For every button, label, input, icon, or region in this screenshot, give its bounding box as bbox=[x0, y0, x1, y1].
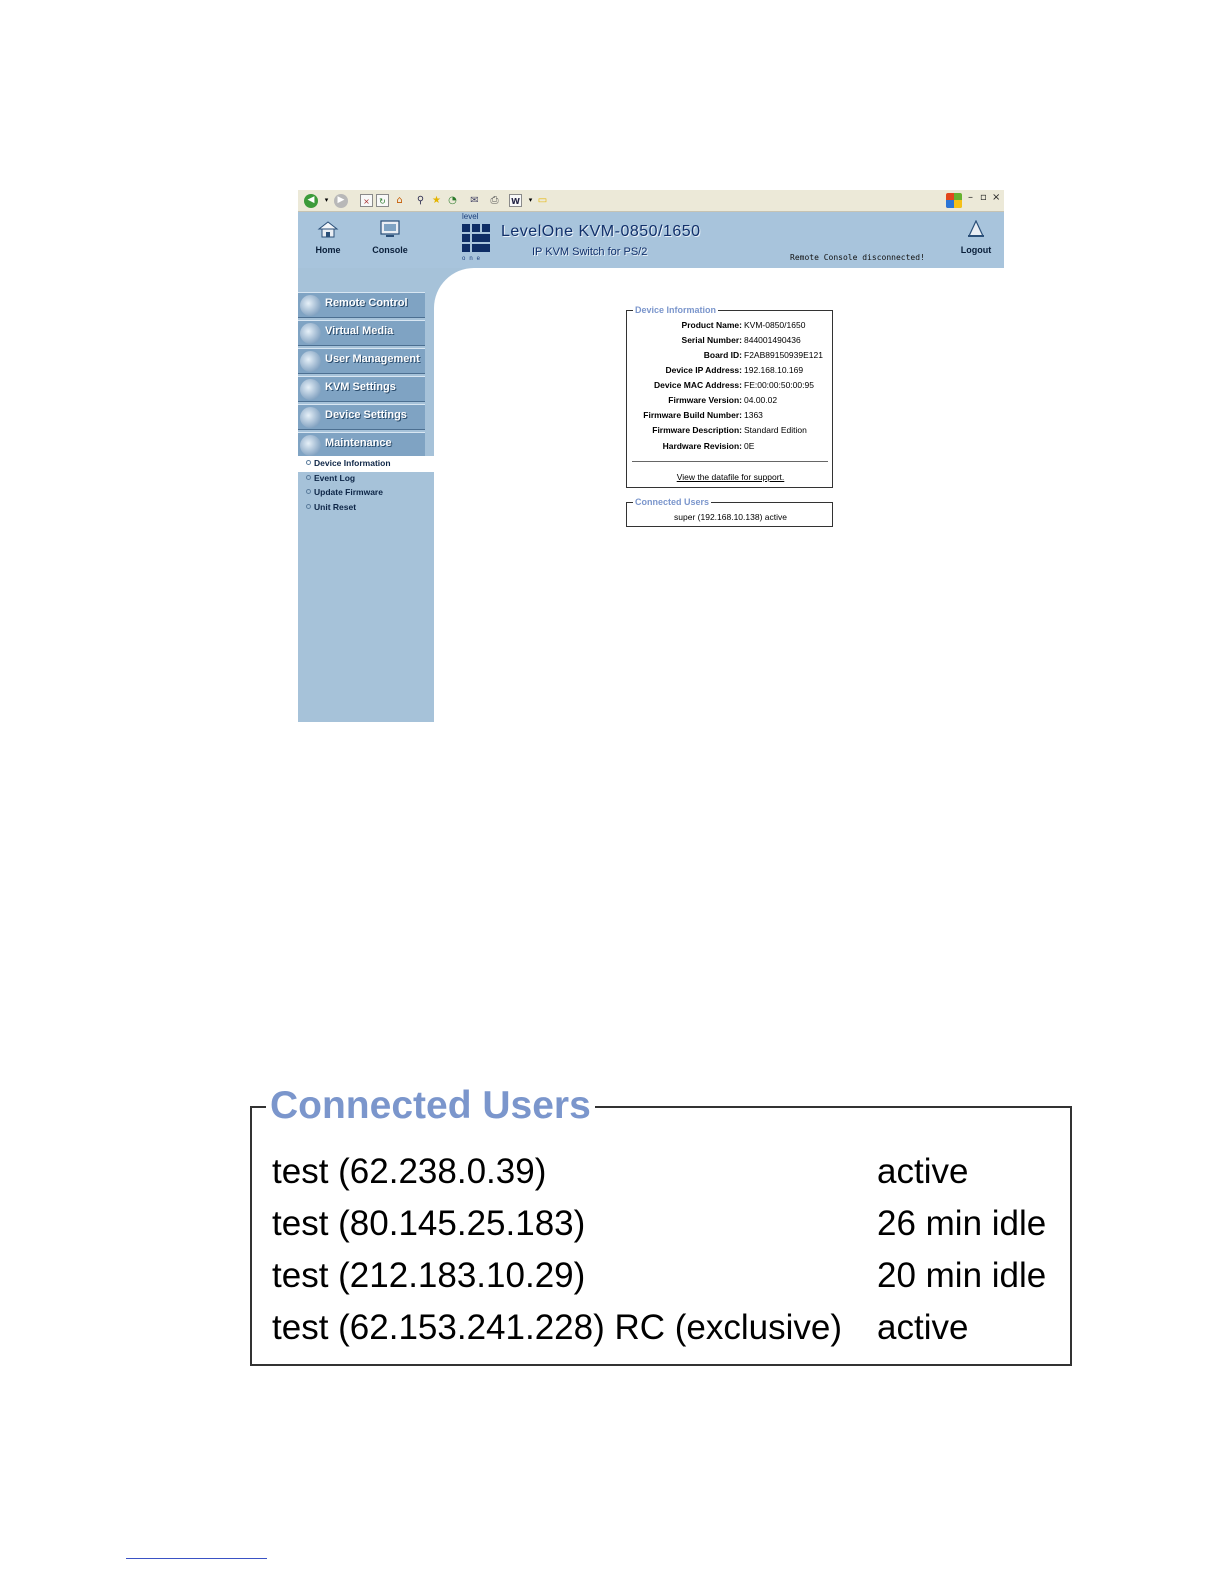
submenu-label: Device Information bbox=[314, 458, 391, 468]
menu-item-user-management[interactable] bbox=[298, 348, 425, 374]
console-icon bbox=[379, 220, 401, 238]
close-icon[interactable]: × bbox=[992, 192, 1001, 203]
connected-user-row: super (192.168.10.138) active bbox=[674, 512, 787, 522]
info-value: 04.00.02 bbox=[744, 395, 778, 405]
connected-user: test (80.145.25.183) bbox=[272, 1204, 586, 1243]
minimize-icon[interactable]: – bbox=[968, 192, 973, 203]
connected-user-status: 26 min idle bbox=[877, 1204, 1047, 1243]
connected-users-zoom-legend: Connected Users bbox=[266, 1082, 595, 1130]
back-icon[interactable]: ◀ bbox=[304, 194, 318, 208]
connected-users-zoom-box bbox=[250, 1084, 1072, 1366]
info-value: 0E bbox=[744, 441, 755, 451]
connected-users-legend: Connected Users bbox=[635, 497, 710, 507]
connected-users-box bbox=[626, 497, 833, 527]
brand-subtitle: IP KVM Switch for PS/2 bbox=[532, 246, 648, 258]
menu-item-device-settings[interactable] bbox=[298, 404, 425, 430]
submenu-label: Update Firmware bbox=[314, 487, 383, 497]
info-value: Standard Edition bbox=[744, 425, 807, 435]
windows-logo-icon bbox=[946, 193, 962, 208]
home-button[interactable] bbox=[300, 216, 356, 264]
info-key: Firmware Version: bbox=[668, 395, 742, 405]
bullet-icon bbox=[306, 489, 311, 494]
home-browser-icon[interactable]: ⌂ bbox=[396, 195, 403, 206]
info-row bbox=[627, 335, 834, 349]
bullet-icon bbox=[306, 475, 311, 480]
info-value: F2AB89150939E121 bbox=[744, 350, 823, 360]
submenu-update-firmware[interactable] bbox=[306, 487, 383, 500]
connected-user-row bbox=[272, 1148, 1062, 1196]
home-label: Home bbox=[315, 245, 341, 255]
submenu-unit-reset[interactable] bbox=[306, 502, 356, 515]
info-row bbox=[627, 425, 834, 439]
menu-item-label: User Management bbox=[325, 353, 420, 365]
back-dropdown-icon[interactable]: ▾ bbox=[324, 196, 329, 204]
info-row bbox=[627, 441, 834, 455]
edit-icon[interactable]: W bbox=[509, 194, 522, 207]
connected-user-row bbox=[272, 1200, 1062, 1248]
device-information-box bbox=[626, 305, 833, 488]
connected-user: test (62.238.0.39) bbox=[272, 1152, 547, 1191]
menu-item-label: Device Settings bbox=[325, 409, 407, 421]
submenu-label: Unit Reset bbox=[314, 502, 357, 512]
connected-user: test (62.153.241.228) RC (exclusive) bbox=[272, 1308, 842, 1347]
gears-icon bbox=[300, 407, 321, 428]
kvm-web-interface-screenshot bbox=[298, 190, 1004, 722]
menu-item-kvm-settings[interactable] bbox=[298, 376, 425, 402]
menu-item-remote-control[interactable] bbox=[298, 292, 425, 318]
users-icon bbox=[300, 351, 321, 372]
logo-bottom-text: one bbox=[462, 256, 485, 262]
info-key: Product Name: bbox=[681, 320, 742, 330]
menu-item-label: Maintenance bbox=[325, 437, 392, 449]
info-row bbox=[627, 410, 834, 424]
divider bbox=[632, 461, 828, 462]
info-row bbox=[627, 365, 834, 379]
connected-user-row bbox=[272, 1252, 1062, 1300]
bullet-icon bbox=[306, 460, 311, 465]
magnifier-icon bbox=[300, 295, 321, 316]
connected-user: test (212.183.10.29) bbox=[272, 1256, 586, 1295]
favorites-icon[interactable]: ★ bbox=[432, 195, 441, 206]
device-information-legend: Device Information bbox=[635, 305, 717, 315]
app-header bbox=[298, 212, 1004, 268]
menu-item-virtual-media[interactable] bbox=[298, 320, 425, 346]
disc-icon bbox=[300, 323, 321, 344]
restore-icon[interactable]: ▫ bbox=[980, 192, 987, 203]
info-key: Firmware Build Number: bbox=[643, 410, 742, 420]
refresh-icon[interactable]: ↻ bbox=[376, 194, 389, 207]
footnote-separator bbox=[126, 1558, 267, 1559]
logout-icon bbox=[965, 220, 987, 238]
console-label: Console bbox=[372, 245, 408, 255]
runner-icon bbox=[300, 435, 321, 456]
brand-title: LevelOne KVM-0850/1650 bbox=[501, 223, 701, 240]
info-key: Device IP Address: bbox=[665, 365, 742, 375]
info-value: 192.168.10.169 bbox=[744, 365, 804, 375]
history-icon[interactable]: ◔ bbox=[448, 195, 457, 206]
info-value: FE:00:00:50:00:95 bbox=[744, 380, 814, 390]
connected-user-status: active bbox=[877, 1152, 969, 1191]
submenu-device-information[interactable] bbox=[306, 458, 391, 471]
search-icon[interactable]: ⚲ bbox=[416, 195, 425, 206]
info-key: Hardware Revision: bbox=[662, 441, 742, 451]
header-curve bbox=[434, 268, 474, 308]
notes-icon[interactable]: ▭ bbox=[537, 195, 548, 206]
console-button[interactable] bbox=[362, 216, 418, 264]
submenu-label: Event Log bbox=[314, 473, 356, 483]
bullet-icon bbox=[306, 504, 311, 509]
print-icon[interactable]: ⎙ bbox=[490, 195, 499, 206]
info-row bbox=[627, 320, 834, 334]
keyboard-icon bbox=[300, 379, 321, 400]
info-row bbox=[627, 395, 834, 409]
info-key: Board ID: bbox=[703, 350, 742, 360]
edit-dropdown-icon[interactable]: ▾ bbox=[528, 196, 533, 204]
info-row bbox=[627, 350, 834, 364]
mail-icon[interactable]: ✉ bbox=[470, 195, 479, 206]
logout-button[interactable] bbox=[948, 216, 1004, 264]
menu-item-label: Remote Control bbox=[325, 297, 408, 309]
menu-item-label: Virtual Media bbox=[325, 325, 394, 337]
submenu-event-log[interactable] bbox=[306, 473, 355, 486]
forward-icon[interactable]: ▶ bbox=[334, 194, 348, 208]
levelone-logo bbox=[462, 212, 492, 262]
menu-item-maintenance[interactable] bbox=[298, 432, 425, 458]
info-row bbox=[627, 380, 834, 394]
datafile-link[interactable]: View the datafile for support. bbox=[676, 472, 785, 482]
home-icon bbox=[317, 220, 339, 238]
remote-console-status: Remote Console disconnected! bbox=[790, 253, 925, 262]
info-value: 1363 bbox=[744, 410, 763, 420]
info-key: Serial Number: bbox=[681, 335, 742, 345]
info-key: Device MAC Address: bbox=[653, 380, 742, 390]
info-value: 844001490436 bbox=[744, 335, 801, 345]
logout-label: Logout bbox=[960, 245, 992, 255]
browser-toolbar bbox=[298, 190, 1004, 212]
info-value: KVM-0850/1650 bbox=[744, 320, 806, 330]
connected-user-row bbox=[272, 1304, 1062, 1352]
menu-item-label: KVM Settings bbox=[325, 381, 396, 393]
logo-top-text: level bbox=[462, 212, 479, 221]
info-key: Firmware Description: bbox=[652, 425, 742, 435]
stop-icon[interactable]: × bbox=[360, 194, 373, 207]
connected-user-status: 20 min idle bbox=[877, 1256, 1047, 1295]
connected-user-status: active bbox=[877, 1308, 969, 1347]
